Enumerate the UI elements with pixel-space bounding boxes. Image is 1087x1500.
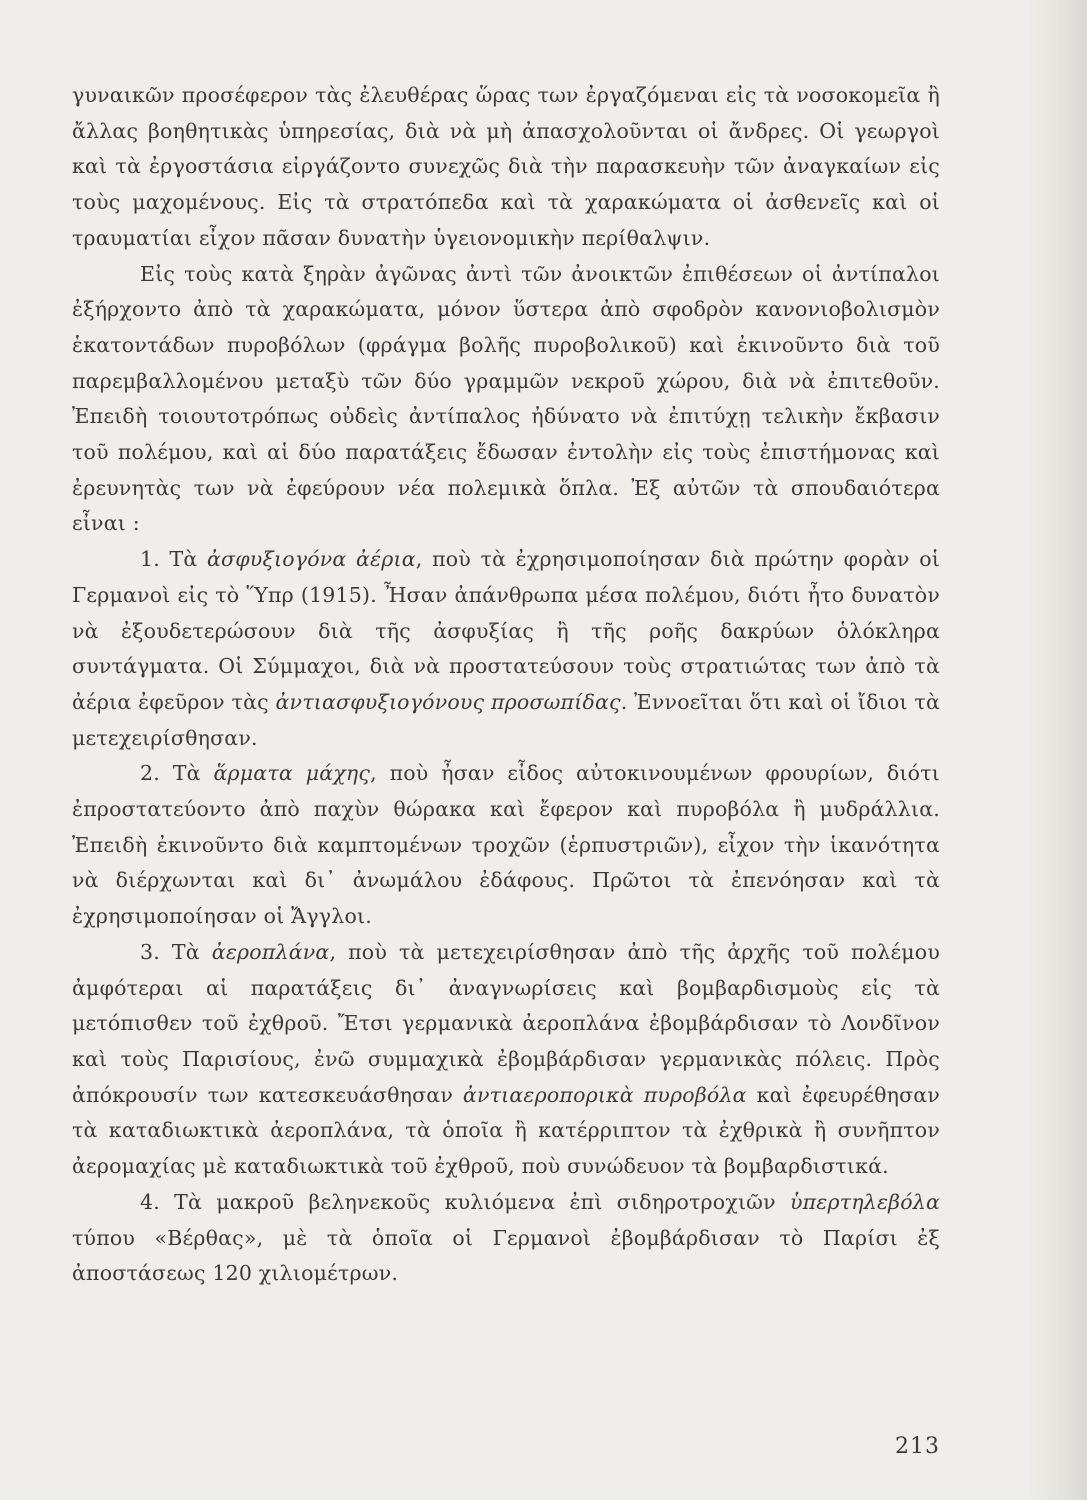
text-segment: , ποὺ ἦσαν εἶδος αὐτοκινουμένων φρουρίων, διότι ἐπροστατεύοντο ἀπὸ παχὺν θώρακα καὶ ἔφερον καὶ πυροβόλα ἢ μυδράλλια. Ἐπειδὴ ἐκινοῦντο διὰ καμπτομένων τροχῶν (ἑρπυστριῶν), εἶχον τὴν ἱκανότητα νὰ διέρχωνται καὶ δι᾽ ἀνωμάλου ἐδάφους. Πρῶτοι τὰ ἐπενόησαν καὶ τὰ ἐχρησιμοποίησαν οἱ Ἄγγλοι. (72, 761, 941, 929)
text-segment: γυναικῶν προσέφερον τὰς ἐλευθέρας ὥρας των ἐργαζόμεναι εἰς τὰ νοσοκομεῖα ἢ ἄλλας βοηθητικὰς ὑπηρεσίας, διὰ νὰ μὴ ἀπασχολοῦνται οἱ ἄνδρες. Οἱ γεωργοὶ καὶ τὰ ἐργοστάσια εἰργάζοντο συνεχῶς διὰ τὴν παρασκευὴν τῶν ἀναγκαίων εἰς τοὺς μαχομένους. Εἰς τὰ στρατόπεδα καὶ τὰ χαρακώματα οἱ ἀσθενεῖς καὶ οἱ τραυματίαι εἶχον πᾶσαν δυνατὴν ὑγειονομικὴν περίθαλψιν. (72, 83, 940, 250)
page-number: 213 (895, 1434, 940, 1459)
text-segment: , ποὺ τὰ ἐχρησιμοποίησαν διὰ πρώτην φορὰν οἱ Γερμανοὶ εἰς τὸ Ὕπρ (1915). Ἦσαν ἀπάνθρωπα μέσα πολέμου, διότι ἦτο δυνατὸν νὰ ἐξουδετερώσουν διὰ τῆς ἀσφυξίας ἢ τῆς ροῆς δακρύων ὁλόκληρα συντάγματα. Οἱ Σύμμαχοι, διὰ νὰ προστατεύσουν τοὺς στρατιώτας των ἀπὸ τὰ ἀέρια ἐφεῦρον τὰς (72, 547, 941, 714)
text-segment: τύπου «Βέρθας», μὲ τὰ ὁποῖα οἱ Γερμανοὶ ἐβομβάρδισαν τὸ Παρίσι ἐξ ἀποστάσεως 120 χιλιομέτρων. (72, 1225, 940, 1286)
paragraph-item-2 (72, 756, 940, 935)
italic-term: ἅρματα μάχης (213, 761, 371, 786)
text-segment: , ποὺ τὰ μετεχειρίσθησαν ἀπὸ τῆς ἀρχῆς τοῦ πολέμου ἀμφότεραι αἱ παρατάξεις δι᾽ ἀναγνωρίσεις καὶ βομβαρδισμοὺς εἰς τὰ μετόπισθεν τοῦ ἐχθροῦ. Ἔτσι γερμανικὰ ἀεροπλάνα ἐβομβάρδισαν τὸ Λονδῖνον καὶ τοὺς Παρισίους, ἐνῶ συμμαχικὰ ἐβομβάρδισαν γερμανικὰς πόλεις. Πρὸς ἀπόκρουσίν των κατεσκευάσθησαν (72, 939, 940, 1107)
text-segment: Εἰς τοὺς κατὰ ξηρὰν ἀγῶνας ἀντὶ τῶν ἀνοικτῶν ἐπιθέσεων οἱ ἀντίπαλοι ἐξήρχοντο ἀπὸ τὰ χαρακώματα, μόνον ὕστερα ἀπὸ σφοδρὸν κανονιοβολισμὸν ἑκατοντάδων πυροβόλων (φράγμα βολῆς πυροβολικοῦ) καὶ ἐκινοῦντο διὰ τοῦ παρεμβαλλομένου μεταξὺ τῶν δύο γραμμῶν νεκροῦ χώρου, διὰ νὰ ἐπιτεθοῦν. Ἐπειδὴ τοιουτοτρόπως οὐδεὶς ἀντίπαλος ἠδύνατο νὰ ἐπιτύχῃ τελικὴν ἔκβασιν τοῦ πολέμου, καὶ αἱ δύο παρατάξεις ἔδωσαν ἐντολὴν εἰς τοὺς ἐπιστήμονας καὶ ἐρευνητὰς των νὰ ἐφεύρουν νέα πολεμικὰ ὅπλα. Ἐξ αὐτῶν τὰ σπουδαιότερα εἶναι : (72, 261, 940, 536)
italic-term: ἀντιαεροπορικὰ πυροβόλα (462, 1082, 747, 1107)
text-segment: 2. Τὰ (140, 761, 214, 786)
text-segment: καὶ ἐφευρέθησαν τὰ καταδιωκτικὰ ἀεροπλάνα, τὰ ὁποῖα ἢ κατέρριπτον τὰ ἐχθρικὰ ἢ συνῆπτον ἀερομαχίας μὲ καταδιωκτικὰ τοῦ ἐχθροῦ, ποὺ συνώδευον τὰ βομβαρδιστικά. (72, 1082, 941, 1179)
text-segment: 1. Τὰ (140, 547, 208, 572)
italic-term: ἀσφυξιογόνα ἀέρια (207, 547, 416, 572)
text-segment: . Ἐννοεῖται ὅτι καὶ οἱ ἴδιοι τὰ μετεχειρίσθησαν. (72, 689, 940, 750)
paragraph-item-4 (72, 1185, 940, 1292)
page-edge-shadow (1027, 0, 1087, 1500)
body-text (72, 78, 940, 1292)
paragraph-0 (72, 78, 940, 257)
paragraph-1 (72, 257, 940, 543)
text-segment: 3. Τὰ (140, 939, 212, 964)
italic-term: ἀεροπλάνα (211, 939, 330, 964)
italic-term: ὑπερτηλεβόλα (789, 1189, 940, 1214)
italic-term: ἀντιασφυξιογόνους προσωπίδας (275, 689, 621, 714)
paragraph-item-1 (72, 542, 940, 756)
paragraph-item-3 (72, 935, 940, 1185)
text-segment: 4. Τὰ μακροῦ βεληνεκοῦς κυλιόμενα ἐπὶ σιδηροτροχιῶν (140, 1189, 790, 1214)
